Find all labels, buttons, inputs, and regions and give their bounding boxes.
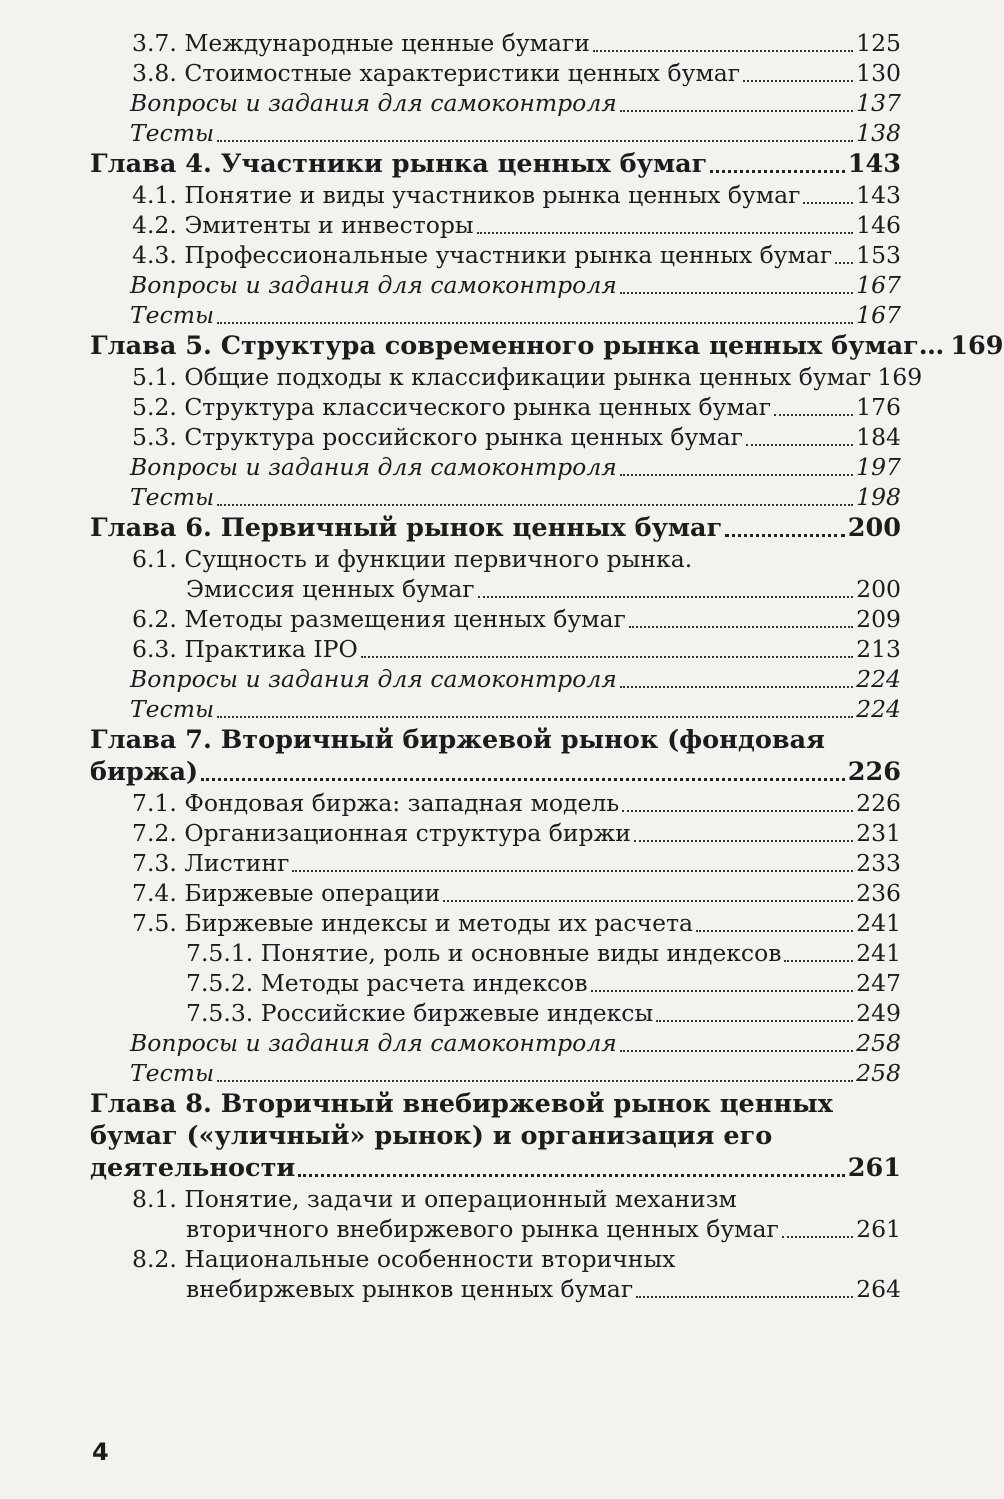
toc-entry [132, 878, 901, 908]
toc-entry-title: Эмиссия ценных бумаг [186, 575, 475, 603]
toc-entry-title: Глава 4. Участники рынка ценных бумаг [90, 149, 708, 179]
toc-entry [132, 604, 901, 634]
dot-leader [217, 716, 853, 718]
toc-page-number: 153 [856, 241, 901, 269]
toc-entry-title: 4.2. Эмитенты и инвесторы [132, 211, 474, 239]
dot-leader [298, 1174, 844, 1177]
dot-leader [696, 930, 853, 932]
dot-leader [217, 140, 853, 142]
dot-leader [803, 202, 853, 204]
toc-page-number: 200 [856, 575, 901, 603]
dot-leader [784, 960, 853, 962]
dot-leader [634, 840, 853, 842]
dot-leader [620, 1050, 853, 1052]
toc-entry [132, 210, 901, 240]
toc-entry-title: 7.3. Листинг [132, 849, 290, 877]
toc-page-number: 231 [856, 819, 901, 847]
toc-entry [132, 180, 901, 210]
toc-page-number: 226 [856, 789, 901, 817]
toc-entry-title: 7.4. Биржевые операции [132, 879, 441, 907]
dot-leader [656, 1020, 853, 1022]
dot-leader [217, 1080, 853, 1082]
toc-entry [130, 482, 901, 512]
toc-page-number: 167 [856, 271, 901, 299]
table-of-contents [0, 28, 1004, 1304]
dot-leader [622, 810, 853, 812]
toc-entry-title: внебиржевых рынков ценных бумаг [186, 1275, 634, 1303]
toc-entry [130, 88, 901, 118]
toc-page-number: 197 [856, 453, 901, 481]
toc-entry-title: 5.1. Общие подходы к классификации рынка ценных бумаг [132, 363, 872, 391]
toc-entry-title: 3.7. Международные ценные бумаги [132, 29, 590, 57]
toc-page-number: 213 [856, 635, 901, 663]
toc-page-number: 224 [856, 695, 901, 723]
toc-entry [130, 694, 901, 724]
toc-chapter-entry [90, 1088, 901, 1120]
toc-page-number: 176 [856, 393, 901, 421]
toc-entry [132, 908, 901, 938]
toc-page-number: 236 [856, 879, 901, 907]
toc-entry [132, 1184, 901, 1214]
toc-page-number: 209 [856, 605, 901, 633]
toc-entry-title: Вопросы и задания для самоконтроля [130, 453, 617, 481]
dot-leader [835, 262, 853, 264]
toc-entry-title: Глава 5. Структура современного рынка ценных бумаг… [90, 331, 945, 361]
toc-chapter-entry [90, 1120, 901, 1152]
toc-entry [186, 998, 901, 1028]
toc-entry-title: Тесты [130, 119, 215, 147]
dot-leader [743, 80, 853, 82]
dot-leader [725, 534, 845, 537]
toc-chapter-entry [90, 330, 1004, 362]
dot-leader [201, 778, 845, 781]
toc-entry [130, 664, 901, 694]
toc-page-number: 258 [856, 1029, 901, 1057]
toc-entry-title: Тесты [130, 483, 215, 511]
toc-entry [132, 634, 901, 664]
toc-page-number: 200 [847, 513, 901, 543]
toc-entry-title: Тесты [130, 695, 215, 723]
toc-entry-title: Вопросы и задания для самоконтроля [130, 665, 617, 693]
toc-page-number: 169 [950, 331, 1004, 361]
toc-entry [186, 574, 901, 604]
toc-page-number: 130 [856, 59, 901, 87]
toc-entry [186, 1274, 901, 1304]
dot-leader [593, 50, 853, 52]
dot-leader [774, 414, 853, 416]
toc-chapter-entry [90, 148, 901, 180]
toc-page-number: 249 [856, 999, 901, 1027]
toc-entry-title: 4.1. Понятие и виды участников рынка ценных бумаг [132, 181, 801, 209]
toc-entry [130, 270, 901, 300]
toc-entry-title: Вопросы и задания для самоконтроля [130, 271, 617, 299]
dot-leader [477, 232, 854, 234]
toc-page-number: 198 [856, 483, 901, 511]
dot-leader [292, 870, 853, 872]
toc-page-number: 241 [856, 909, 901, 937]
toc-page-number: 261 [847, 1153, 901, 1183]
toc-entry-title: бумаг («уличный» рынок) и организация его [90, 1121, 773, 1151]
toc-page-number: 184 [856, 423, 901, 451]
toc-entry [132, 392, 901, 422]
toc-entry-title: 8.2. Национальные особенности вторичных [132, 1245, 676, 1273]
toc-page-number: 137 [856, 89, 901, 117]
toc-page-number: 143 [856, 181, 901, 209]
dot-leader [782, 1236, 853, 1238]
toc-entry [132, 848, 901, 878]
toc-entry-title: 7.5. Биржевые индексы и методы их расчета [132, 909, 694, 937]
toc-entry-title: 4.3. Профессиональные участники рынка ценных бумаг [132, 241, 833, 269]
toc-entry-title: Вопросы и задания для самоконтроля [130, 1029, 617, 1057]
toc-entry [132, 240, 901, 270]
toc-entry-title: 7.5.3. Российские биржевые индексы [186, 999, 654, 1027]
toc-entry-title: Глава 8. Вторичный внебиржевой рынок ценных [90, 1089, 833, 1119]
dot-leader [636, 1296, 853, 1298]
toc-page-number: 169 [877, 363, 923, 391]
toc-page-number: 241 [856, 939, 901, 967]
toc-entry-title: вторичного внебиржевого рынка ценных бумаг [186, 1215, 779, 1243]
toc-page-number: 138 [856, 119, 901, 147]
toc-entry-title: Вопросы и задания для самоконтроля [130, 89, 617, 117]
toc-entry [132, 422, 901, 452]
toc-entry-title: деятельности [90, 1153, 296, 1183]
toc-page-number: 224 [856, 665, 901, 693]
page-number: 4 [92, 1438, 109, 1466]
toc-entry [186, 968, 901, 998]
toc-page-number: 258 [856, 1059, 901, 1087]
toc-entry-title: Тесты [130, 1059, 215, 1087]
dot-leader [746, 444, 853, 446]
toc-entry-title: 6.2. Методы размещения ценных бумаг [132, 605, 626, 633]
toc-entry-title: 3.8. Стоимостные характеристики ценных бумаг [132, 59, 741, 87]
toc-entry-title: Тесты [130, 301, 215, 329]
toc-chapter-entry [90, 512, 901, 544]
toc-entry-title: 7.5.2. Методы расчета индексов [186, 969, 588, 997]
toc-entry [130, 452, 901, 482]
toc-chapter-entry [90, 724, 901, 756]
toc-page-number: 247 [856, 969, 901, 997]
dot-leader [620, 110, 853, 112]
toc-entry [132, 788, 901, 818]
dot-leader [217, 322, 853, 324]
toc-entry-title: 7.1. Фондовая биржа: западная модель [132, 789, 620, 817]
toc-entry [132, 28, 901, 58]
dot-leader [361, 656, 853, 658]
toc-page-number: 167 [856, 301, 901, 329]
dot-leader [217, 504, 853, 506]
toc-entry-title: 7.5.1. Понятие, роль и основные виды индексов [186, 939, 782, 967]
toc-page-number: 264 [856, 1275, 901, 1303]
toc-page-number: 143 [847, 149, 901, 179]
toc-page-number: 146 [856, 211, 901, 239]
dot-leader [710, 170, 845, 173]
toc-entry-title: биржа) [90, 757, 199, 787]
toc-entry-title: 6.1. Сущность и функции первичного рынка. [132, 545, 693, 573]
toc-page-number: 261 [856, 1215, 901, 1243]
toc-entry [130, 1058, 901, 1088]
toc-entry-title: Глава 7. Вторичный биржевой рынок (фондовая [90, 725, 825, 755]
dot-leader [478, 596, 854, 598]
dot-leader [620, 474, 853, 476]
toc-entry-title: 8.1. Понятие, задачи и операционный механизм [132, 1185, 737, 1213]
dot-leader [591, 990, 854, 992]
toc-chapter-entry [90, 756, 901, 788]
dot-leader [620, 292, 853, 294]
toc-entry [186, 1214, 901, 1244]
toc-entry [130, 118, 901, 148]
toc-entry [132, 362, 923, 392]
dot-leader [620, 686, 853, 688]
toc-entry [132, 1244, 901, 1274]
toc-entry-title: 5.2. Структура классического рынка ценных бумаг [132, 393, 772, 421]
toc-entry [132, 58, 901, 88]
toc-entry [130, 300, 901, 330]
toc-entry-title: 7.2. Организационная структура биржи [132, 819, 631, 847]
toc-entry-title: 5.3. Структура российского рынка ценных бумаг [132, 423, 743, 451]
dot-leader [629, 626, 853, 628]
toc-page-number: 233 [856, 849, 901, 877]
toc-entry [130, 1028, 901, 1058]
toc-entry [186, 938, 901, 968]
toc-page-number: 226 [847, 757, 901, 787]
toc-entry-title: 6.3. Практика IPO [132, 635, 358, 663]
toc-entry-title: Глава 6. Первичный рынок ценных бумаг [90, 513, 723, 543]
toc-page-number: 125 [856, 29, 901, 57]
toc-entry [132, 544, 901, 574]
toc-chapter-entry [90, 1152, 901, 1184]
dot-leader [443, 900, 853, 902]
toc-entry [132, 818, 901, 848]
